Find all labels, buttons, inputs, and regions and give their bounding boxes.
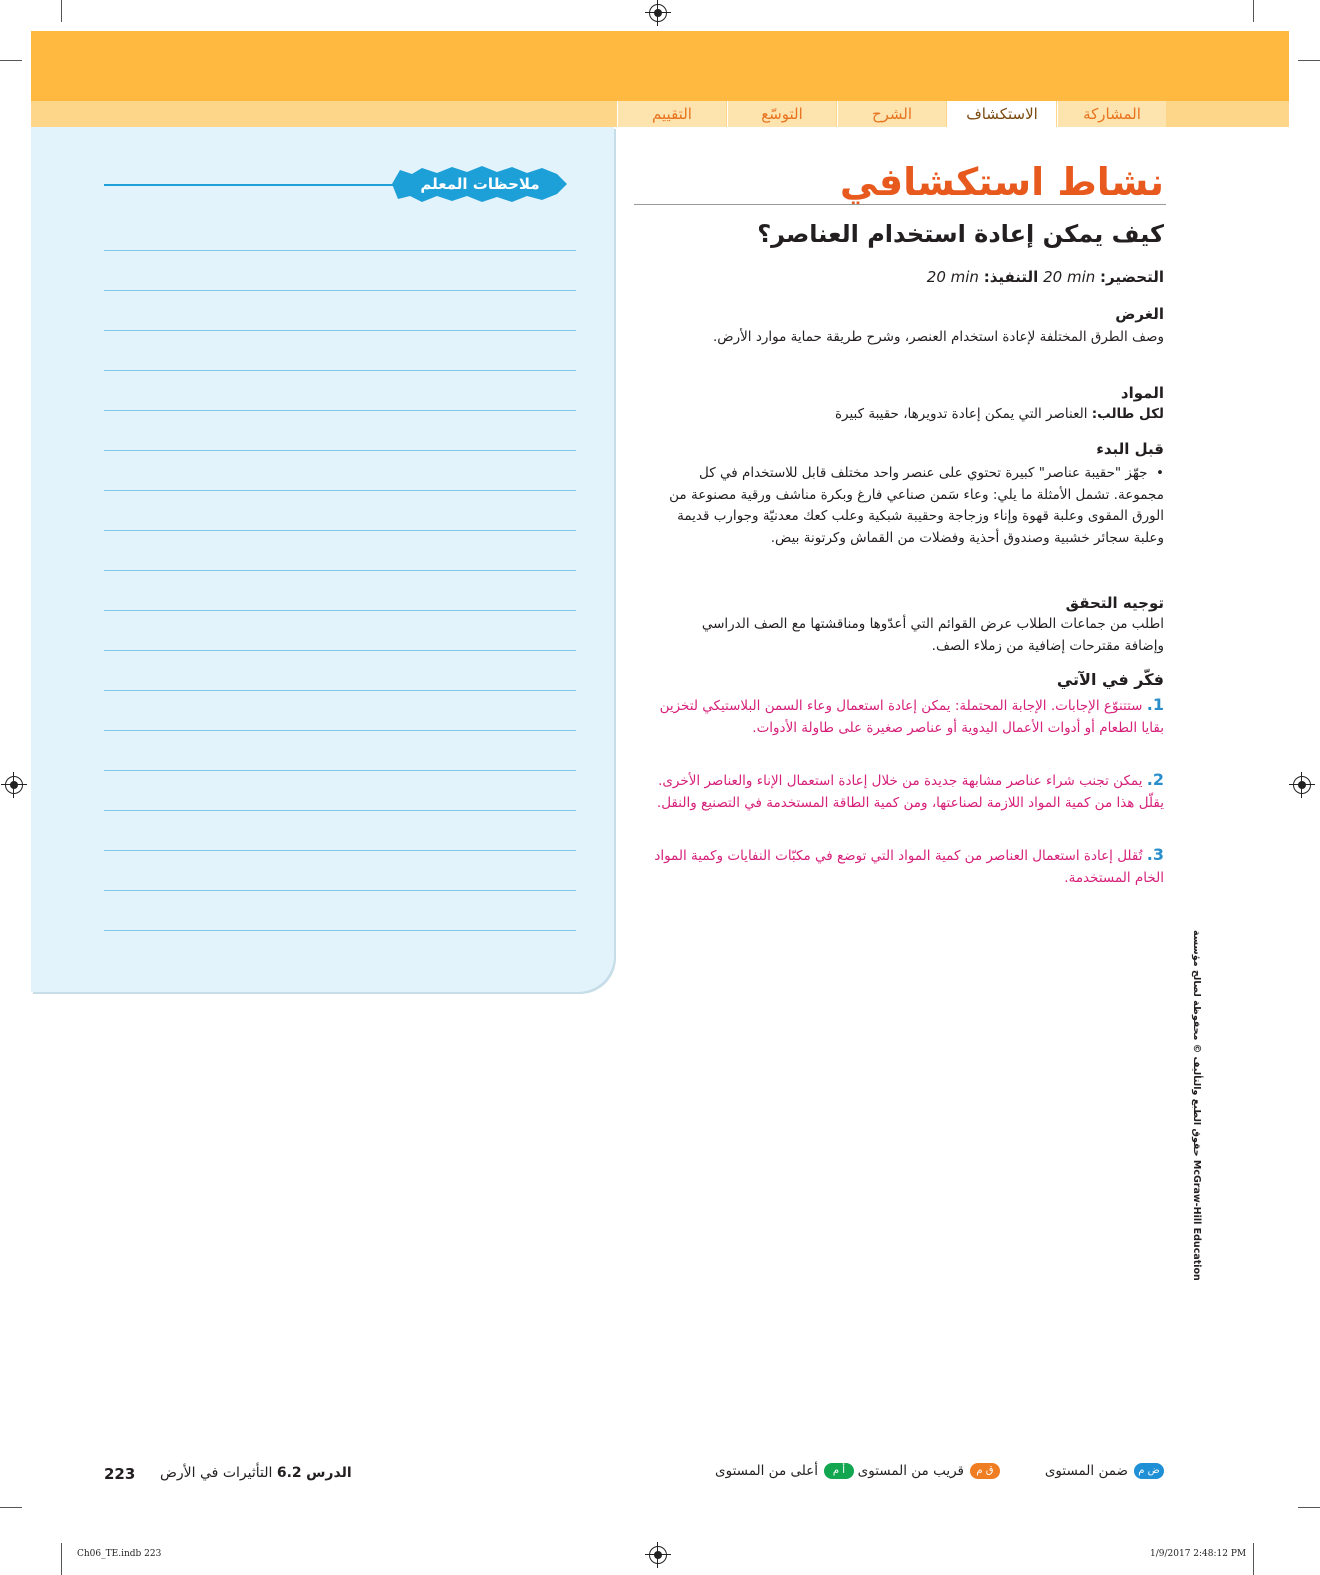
note-line [104, 490, 576, 491]
exec-value: 20 min [926, 268, 979, 286]
copyright-vertical [1182, 930, 1204, 1281]
answer-2 [654, 769, 1164, 814]
tab-explain[interactable] [837, 101, 946, 127]
note-line [104, 850, 576, 851]
notes-title-badge [392, 166, 567, 202]
beyond-level-badge: أ م [824, 1463, 854, 1479]
header-band [31, 31, 1289, 101]
notes-title: ملاحظات المعلم [420, 175, 540, 193]
answer-text: تُقلل إعادة استعمال العناصر من كمية المواد التي توضع في مكبّات النفايات وكمية المواد الخام المستخدمة. [654, 848, 1164, 886]
tab-label: الاستكشاف [966, 105, 1038, 123]
legend-label: قريب من المستوى [857, 1463, 964, 1479]
page-number: 223 [104, 1465, 136, 1483]
materials-text: العناصر التي يمكن إعادة تدويرها، حقيبة كبيرة [834, 406, 1088, 422]
lesson-label: الدرس [306, 1465, 352, 1481]
teacher-notes-panel [31, 127, 614, 992]
on-level-badge: ض م [1134, 1463, 1164, 1479]
answer-text: يمكن تجنب شراء عناصر مشابهة جديدة من خلال إعادة استعمال الإناء والعناصر الأخرى. يقلّل هذا من كمية المواد اللازمة لصناعتها، ومن كمية الطاقة المستخدمة في التصنيع والنقل. [656, 773, 1164, 811]
legend-label: ضمن المستوى [1044, 1463, 1128, 1479]
exec-label: التنفيذ: [983, 268, 1039, 286]
crop-mark [1253, 0, 1254, 22]
tab-label: التقييم [652, 105, 692, 123]
think-heading: فكّر في الآتي [1056, 670, 1164, 689]
lesson-title: التأثيرات في الأرض [160, 1465, 273, 1481]
registration-mark-icon [5, 776, 23, 794]
legend-beyond-level [715, 1463, 854, 1479]
note-line [104, 890, 576, 891]
before-bullet [654, 463, 1164, 549]
bullet-dot-icon: • [1147, 465, 1164, 481]
activity-question: كيف يمكن إعادة استخدام العناصر؟ [757, 220, 1164, 248]
tab-label: المشاركة [1083, 105, 1141, 123]
answer-number: 2. [1146, 770, 1164, 789]
print-slug-date: 1/9/2017 2:48:12 PM [1150, 1549, 1247, 1559]
print-slug-file: Ch06_TE.indb 223 [77, 1549, 162, 1559]
note-line [104, 330, 576, 331]
lesson-number: 6.2 [276, 1465, 302, 1481]
note-line [104, 450, 576, 451]
title-rule [634, 204, 1166, 205]
answer-text: ستتنوّع الإجابات. الإجابة المحتملة: يمكن إعادة استعمال وعاء السمن البلاستيكي لتخزين بقايا الطعام أو أدوات الأعمال اليدوية أو عناصر صغيرة على طاولة الأدوات. [659, 698, 1164, 736]
tab-engage[interactable] [1057, 101, 1166, 127]
note-line [104, 250, 576, 251]
registration-mark-icon [649, 1546, 667, 1564]
note-line [104, 410, 576, 411]
purpose-heading: الغرض [1115, 305, 1164, 323]
crop-mark [1298, 1507, 1320, 1508]
materials-label: لكل طالب: [1091, 406, 1164, 422]
note-line [104, 770, 576, 771]
inquiry-text: اطلب من جماعات الطلاب عرض القوائم التي أعدّوها ومناقشتها مع الصف الدراسي وإضافة مقترحات إضافية من زملاء الصف. [701, 616, 1164, 654]
legend-label: أعلى من المستوى [715, 1463, 818, 1479]
crop-mark [0, 60, 22, 61]
tab-label: التوسّع [761, 105, 803, 123]
note-line [104, 570, 576, 571]
before-text: جهّز "حقيبة عناصر" كبيرة تحتوي على عنصر واحد مختلف قابل للاستخدام في كل مجموعة. تشمل الأمثلة ما يلي: وعاء سَمن صناعي فارغ وبكرة مناشف ورقية مصنوعة من الورق المقوى وعلبة قهوة وإناء وزجاجة وحقيبة شبكية وعلب كعك معدنيّة وجوارب قديمة وعلبة سجائر خشبية وصندوق أحذية وفضلات من القماش وكرتونة بيض. [669, 465, 1164, 546]
legend-on-level [1045, 1463, 1164, 1479]
prep-label: التحضير: [1100, 268, 1164, 286]
note-line [104, 810, 576, 811]
registration-mark-icon [1293, 776, 1311, 794]
note-line [104, 370, 576, 371]
inquiry-heading: توجيه التحقق [1065, 594, 1164, 612]
activity-timing [927, 268, 1164, 286]
tab-evaluate[interactable] [617, 101, 726, 127]
prep-value: 20 min [1043, 268, 1096, 286]
notes-title-rule [104, 184, 404, 186]
purpose-text: وصف الطرق المختلفة لإعادة استخدام العنصر، وشرح طريقة حماية موارد الأرض. [712, 329, 1164, 345]
crop-mark [1298, 60, 1320, 61]
note-line [104, 610, 576, 611]
copyright-text: حقوق الطبع والتأليف © محفوظة لصالح مؤسسة McGraw-Hill Education [1191, 930, 1202, 1281]
legend-approaching-level [858, 1463, 1000, 1479]
materials-line [664, 404, 1164, 426]
registration-mark-icon [649, 4, 667, 22]
activity-title: نشاط استكشافي [839, 160, 1164, 204]
approaching-level-badge: ق م [970, 1463, 1000, 1479]
tab-explore[interactable] [947, 101, 1056, 127]
answer-number: 3. [1146, 845, 1164, 864]
note-line [104, 690, 576, 691]
note-line [104, 650, 576, 651]
note-line [104, 730, 576, 731]
crop-mark [61, 0, 62, 22]
materials-heading: المواد [1120, 384, 1164, 402]
crop-mark [61, 1543, 62, 1575]
tab-elaborate[interactable] [727, 101, 836, 127]
answer-3 [654, 844, 1164, 889]
note-line [104, 530, 576, 531]
note-line [104, 930, 576, 931]
tab-label: الشرح [871, 105, 913, 123]
before-heading: قبل البدء [1096, 440, 1164, 458]
note-line [104, 290, 576, 291]
footer-lesson [160, 1465, 352, 1481]
crop-mark [1253, 1543, 1254, 1575]
answer-number: 1. [1146, 695, 1164, 714]
crop-mark [0, 1507, 22, 1508]
answer-1 [654, 694, 1164, 739]
